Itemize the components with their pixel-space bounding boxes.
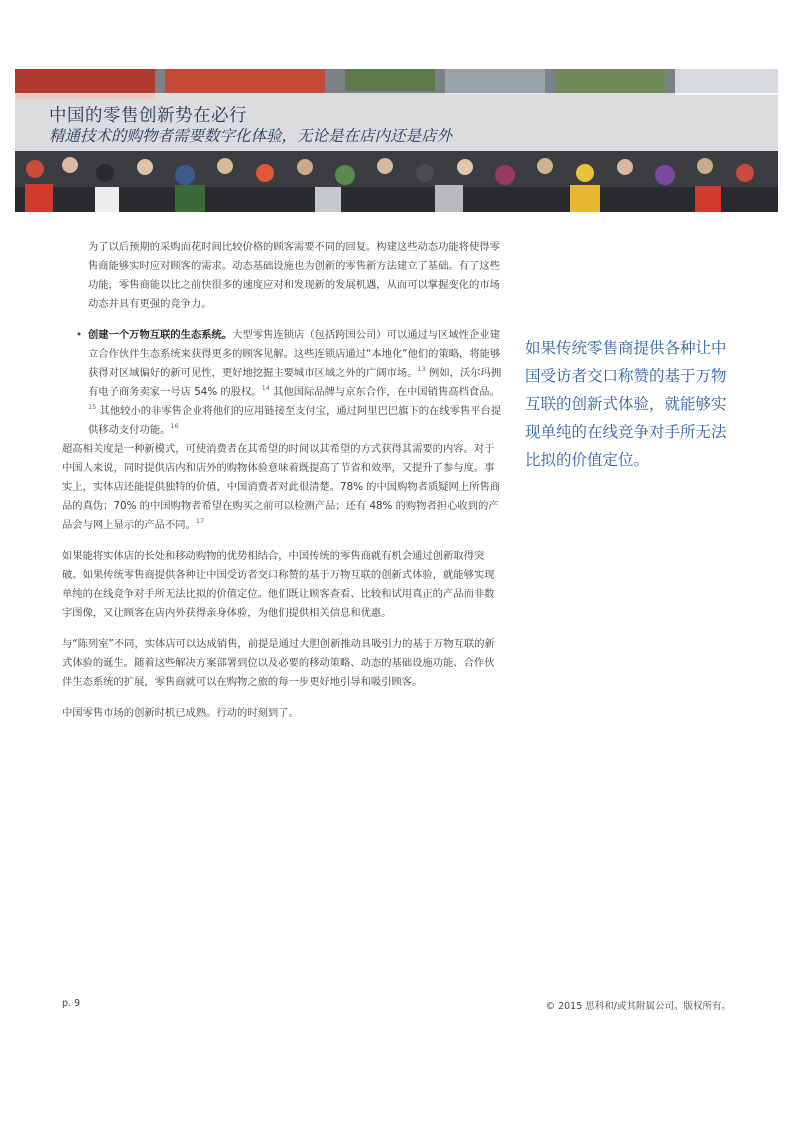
footnote-ref[interactable]: 13: [417, 365, 426, 373]
bullet-marker: •: [75, 329, 83, 341]
footnote-ref[interactable]: 17: [195, 517, 205, 525]
footnote-ref[interactable]: 14: [261, 384, 270, 392]
bullet-item: [62, 326, 504, 440]
bullet-lead: 创建一个万物互联的生态系统。: [88, 329, 233, 341]
bullet-text: 例如，沃尔玛拥有电子商务卖家一号店 54% 的股权。: [88, 367, 502, 398]
page-title: 中国的零售创新势在必行: [49, 106, 247, 126]
continued-paragraph: 为了以后预期的采购而花时间比较价格的顾客需要不同的回复。构建这些动态功能将使得零售商能够实时应对顾客的需求。动态基础设施也为创新的零售新方法建立了基础。有了这些功能，零售商能以比之前快很多的速度应对和发现新的发展机遇，从而可以掌握变化的市场动态并具有更强的竞争力。: [88, 241, 500, 310]
paragraph: 中国零售市场的创新时机已成熟。行动的时刻到了。: [62, 707, 299, 719]
page-number: p. 9: [62, 998, 81, 1009]
copyright-notice: © 2015 思科和/或其附属公司。版权所有。: [545, 1001, 731, 1012]
page-subtitle: 精通技术的购物者需要数字化体验，无论是在店内还是店外: [49, 127, 453, 145]
paragraph: [62, 440, 504, 535]
main-text-column: [62, 238, 504, 735]
paragraph: 与“陈列室”不同，实体店可以达成销售，前提是通过大胆创新推动具吸引力的基于万物互联的新式体验的诞生。随着这些解决方案部署到位以及必要的移动策略、动态的基础设施功能、合作伙伴生态系统的扩展，零售商就可以在购物之旅的每一步更好地引导和吸引顾客。: [62, 638, 495, 688]
bullet-text: 其他较小的非零售企业将他们的应用链接至支付宝，通过阿里巴巴旗下的在线零售平台提供移动支付功能。: [88, 405, 502, 436]
paragraph-text: 超高相关度是一种新模式，可使消费者在其希望的时间以其希望的方式获得其需要的内容。对于中国人来说，同时提供店内和店外的购物体验意味着既提高了节省和效率，又提升了参与度。事实上，实体店还能提供独特的价值，中国消费者对此很清楚。78% 的中国购物者质疑网上所售商品的真伪；70% 的中国购物者希望在购买之前可以检测产品；还有 48% 的购物者担心收到的产品会与网上显示的产品不同。: [62, 443, 501, 531]
paragraph: 如果能将实体店的长处和移动购物的优势相结合，中国传统的零售商就有机会通过创新取得突破。如果传统零售商提供各种让中国受访者交口称赞的基于万物互联的创新式体验，就能够实现单纯的在线竞争对手所无法比拟的价值定位。他们既让顾客查看、比较和试用真正的产品而非数字图像，又让顾客在店内外获得亲身体验，为他们提供相关信息和优惠。: [62, 550, 495, 619]
header-banner: [15, 69, 778, 212]
footnote-ref[interactable]: 15: [88, 403, 97, 411]
bullet-text: 其他国际品牌与京东合作，在中国销售高档食品。: [269, 386, 500, 398]
bullet-text: 大型零售连锁店（包括跨国公司）可以通过与区域性企业建立合作伙伴生态系统来获得更多的顾客见解。这些连锁店通过“本地化”他们的策略，将能够获得对区域偏好的新可见性，更好地挖掘主要城市区域之外的广阔市场。: [88, 329, 501, 379]
pull-quote: 如果传统零售商提供各种让中国受访者交口称赞的基于万物互联的创新式体验，就能够实现单纯的在线竞争对手所无法比拟的价值定位。: [525, 339, 727, 469]
footnote-ref[interactable]: 16: [170, 422, 179, 430]
